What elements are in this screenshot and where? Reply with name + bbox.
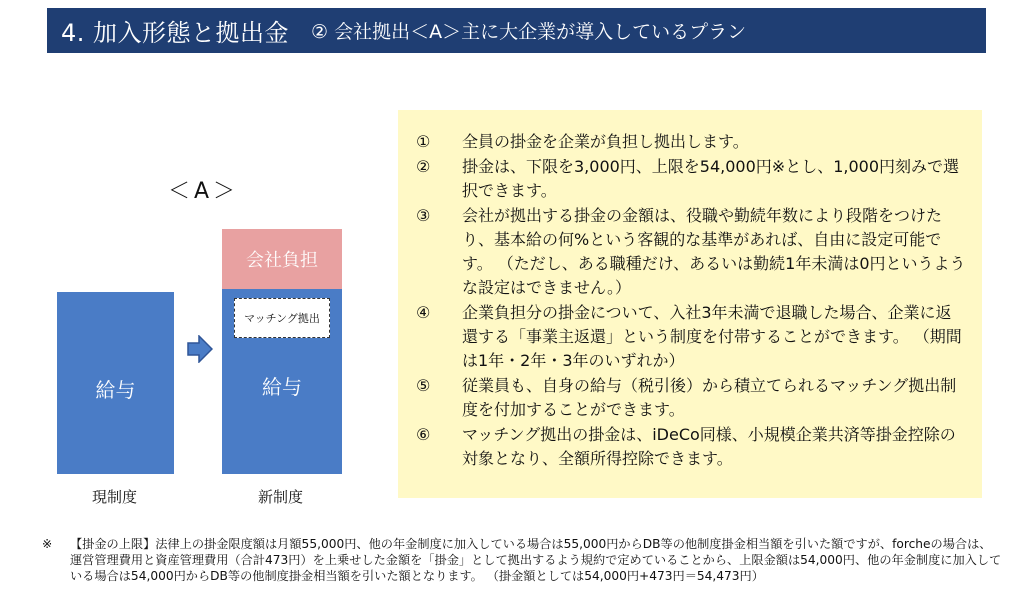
right-arrow-icon bbox=[187, 335, 213, 367]
note-item bbox=[416, 130, 966, 154]
note-item bbox=[416, 204, 966, 300]
note-text: 従業員も、自身の給与（税引後）から積立てられるマッチング拠出制度を付加することができます。 bbox=[462, 376, 957, 419]
note-number: ⑤ bbox=[416, 376, 431, 395]
note-item bbox=[416, 301, 966, 373]
note-number: ④ bbox=[416, 303, 431, 322]
new-salary-label: 給与 bbox=[262, 375, 302, 399]
current-salary-bar bbox=[57, 292, 174, 474]
new-system-caption: 新制度 bbox=[258, 488, 304, 506]
note-number: ③ bbox=[416, 206, 431, 225]
footnote-text: 【掛金の上限】法律上の掛金限度額は月額55,000円、他の年金制度に加入している場合は55,000円からDB等の他制度掛金相当額を引いた額ですが、forcheの場合は、運営管理費用と資産管理費用（合計473円）を上乗せした金額を「掛金」として拠出するよう規約で定めていることから、上限金額は54,000円、他の年金制度に加入している場合は54,000円からDB等の他制度掛金相当額を引いた額となります。 （掛金額としては54,000円+473円＝54,473円） bbox=[70, 537, 1002, 583]
note-number: ⑥ bbox=[416, 425, 431, 444]
note-text: 企業負担分の掛金について、入社3年未満で退職した場合、企業に返還する「事業主返還」という制度を付帯することができます。 （期間は1年・2年・3年のいずれか） bbox=[462, 303, 962, 370]
note-text: 全員の掛金を企業が負担し拠出します。 bbox=[462, 132, 749, 151]
note-item bbox=[416, 374, 966, 422]
company-contribution-label: 会社負担 bbox=[246, 250, 318, 271]
note-item bbox=[416, 423, 966, 471]
note-text: 会社が拠出する掛金の金額は、役職や勤続年数により段階をつけたり、基本給の何%という客観的な基準があれば、自由に設定可能です。 （ただし、ある職種だけ、あるいは勤続1年未満は0円というような設定はできません。） bbox=[462, 206, 966, 297]
note-text: 掛金は、下限を3,000円、上限を54,000円※とし、1,000円刻みで選択できます。 bbox=[462, 157, 960, 200]
matching-contribution-label: マッチング拠出 bbox=[244, 312, 320, 325]
note-item bbox=[416, 155, 966, 203]
footnote-mark: ※ bbox=[42, 537, 53, 551]
plan-label: ＜A＞ bbox=[168, 179, 240, 204]
title-bar bbox=[47, 8, 986, 53]
page-title: 4. 加入形態と拠出金 bbox=[61, 19, 290, 47]
notes-panel bbox=[398, 110, 982, 498]
matching-contribution-box bbox=[234, 298, 330, 338]
note-number: ① bbox=[416, 132, 431, 151]
company-contribution-block bbox=[222, 229, 342, 289]
note-text: マッチング拠出の掛金は、iDeCo同様、小規模企業共済等掛金控除の対象となり、全額所得控除できます。 bbox=[462, 425, 956, 468]
note-number: ② bbox=[416, 157, 431, 176]
current-salary-label: 給与 bbox=[95, 378, 136, 402]
page-subtitle: ② 会社拠出＜A＞主に大企業が導入しているプラン bbox=[311, 21, 747, 43]
footnote bbox=[42, 536, 1002, 584]
current-system-caption: 現制度 bbox=[92, 488, 138, 506]
